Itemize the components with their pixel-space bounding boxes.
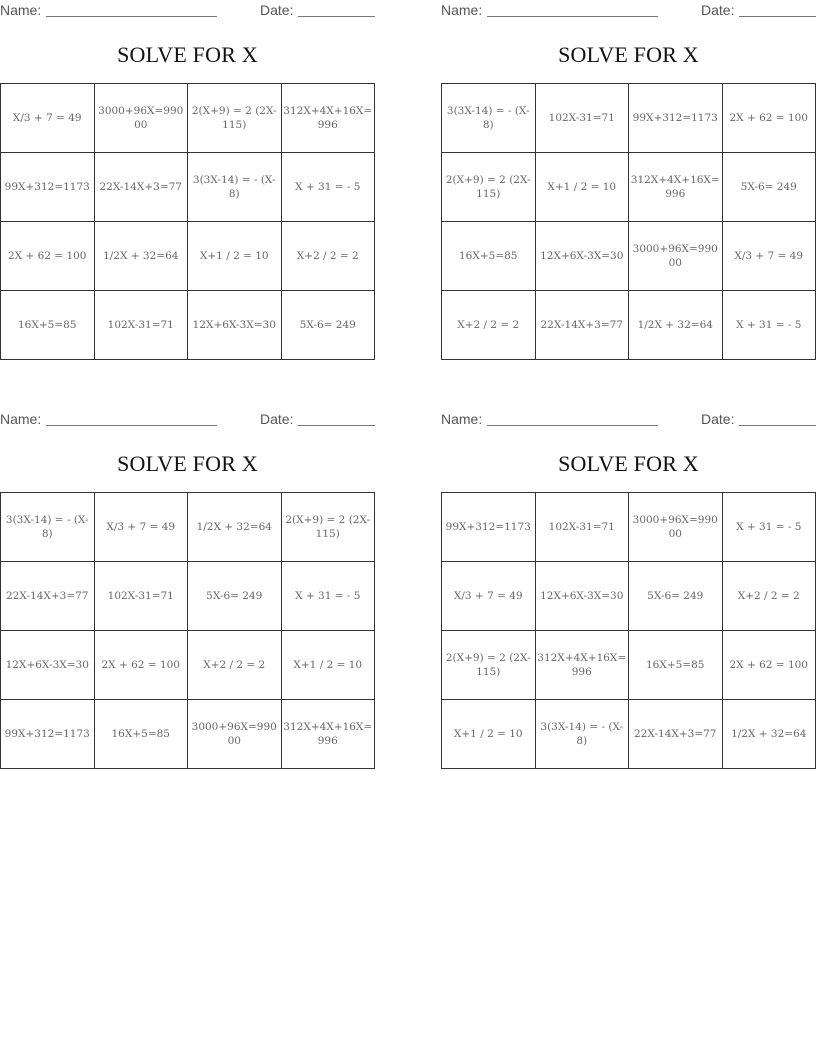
date-label: Date:	[260, 2, 294, 18]
grid-cell: 312X+4X+16X=996	[281, 700, 375, 769]
equation-grid	[0, 492, 375, 769]
name-label: Name:	[441, 411, 483, 427]
grid-cell: 22X-14X+3=77	[94, 153, 188, 222]
grid-cell: 2X + 62 = 100	[94, 631, 188, 700]
grid-cell: 16X+5=85	[1, 291, 95, 360]
grid-cell: X/3 + 7 = 49	[442, 562, 536, 631]
grid-cell: 312X+4X+16X=996	[535, 631, 629, 700]
grid-row	[1, 84, 375, 153]
grid-cell: X + 31 = - 5	[281, 562, 375, 631]
grid-cell: 22X-14X+3=77	[629, 700, 723, 769]
equation-grid	[0, 83, 375, 360]
grid-cell: 3000+96X=99000	[629, 222, 723, 291]
grid-cell: 12X+6X-3X=30	[535, 562, 629, 631]
grid-cell: 1/2X + 32=64	[94, 222, 188, 291]
grid-cell: 102X-31=71	[535, 84, 629, 153]
grid-row	[1, 631, 375, 700]
grid-cell: 5X-6= 249	[722, 153, 816, 222]
grid-cell: 3000+96X=99000	[188, 700, 282, 769]
grid-cell: 16X+5=85	[94, 700, 188, 769]
grid-row	[1, 562, 375, 631]
card-header	[441, 0, 816, 22]
grid-cell: X + 31 = - 5	[722, 291, 816, 360]
grid-cell: 102X-31=71	[535, 493, 629, 562]
grid-cell: 102X-31=71	[94, 562, 188, 631]
grid-cell: 5X-6= 249	[188, 562, 282, 631]
worksheet-card-2	[441, 0, 816, 331]
grid-cell: 16X+5=85	[629, 631, 723, 700]
grid-row	[1, 493, 375, 562]
grid-cell: 3(3X-14) = - (X-8)	[1, 493, 95, 562]
grid-cell: 102X-31=71	[94, 291, 188, 360]
date-label: Date:	[701, 411, 735, 427]
grid-cell: 2(X+9) = 2 (2X-115)	[442, 631, 536, 700]
date-label: Date:	[701, 2, 735, 18]
name-field[interactable]	[487, 425, 658, 426]
grid-cell: 3(3X-14) = - (X-8)	[442, 84, 536, 153]
grid-row	[442, 291, 816, 360]
grid-cell: 2(X+9) = 2 (2X-115)	[281, 493, 375, 562]
grid-row	[1, 700, 375, 769]
grid-row	[442, 700, 816, 769]
grid-cell: 99X+312=1173	[1, 700, 95, 769]
grid-cell: 3000+96X=99000	[629, 493, 723, 562]
date-field[interactable]	[298, 425, 375, 426]
card-header	[0, 409, 375, 431]
grid-cell: X + 31 = - 5	[281, 153, 375, 222]
grid-cell: 99X+312=1173	[629, 84, 723, 153]
grid-cell: 12X+6X-3X=30	[188, 291, 282, 360]
grid-cell: X+2 / 2 = 2	[188, 631, 282, 700]
grid-row	[442, 562, 816, 631]
grid-cell: X+2 / 2 = 2	[281, 222, 375, 291]
worksheet-card-3	[0, 409, 375, 747]
grid-cell: 99X+312=1173	[442, 493, 536, 562]
equation-grid	[441, 83, 816, 360]
date-field[interactable]	[739, 16, 816, 17]
grid-cell: 99X+312=1173	[1, 153, 95, 222]
card-title: SOLVE FOR X	[117, 42, 258, 67]
worksheet-card-1	[0, 0, 375, 331]
grid-cell: 2(X+9) = 2 (2X-115)	[442, 153, 536, 222]
grid-row	[1, 222, 375, 291]
grid-cell: 3(3X-14) = - (X-8)	[188, 153, 282, 222]
date-label: Date:	[260, 411, 294, 427]
grid-row	[442, 493, 816, 562]
grid-cell: 12X+6X-3X=30	[535, 222, 629, 291]
grid-cell: X/3 + 7 = 49	[1, 84, 95, 153]
grid-cell: 312X+4X+16X=996	[281, 84, 375, 153]
name-label: Name:	[0, 2, 42, 18]
grid-cell: 16X+5=85	[442, 222, 536, 291]
grid-row	[1, 153, 375, 222]
grid-cell: X+1 / 2 = 10	[442, 700, 536, 769]
grid-cell: X+2 / 2 = 2	[442, 291, 536, 360]
worksheet-card-4	[441, 409, 816, 747]
grid-row	[442, 631, 816, 700]
grid-cell: 1/2X + 32=64	[629, 291, 723, 360]
name-label: Name:	[0, 411, 42, 427]
card-header	[0, 0, 375, 22]
grid-cell: X/3 + 7 = 49	[722, 222, 816, 291]
grid-cell: 3(3X-14) = - (X-8)	[535, 700, 629, 769]
grid-row	[442, 84, 816, 153]
grid-row	[442, 153, 816, 222]
card-title: SOLVE FOR X	[117, 451, 258, 476]
equation-grid	[441, 492, 816, 769]
grid-cell: 3000+96X=99000	[94, 84, 188, 153]
grid-cell: 22X-14X+3=77	[1, 562, 95, 631]
grid-cell: 5X-6= 249	[281, 291, 375, 360]
date-field[interactable]	[298, 16, 375, 17]
card-title: SOLVE FOR X	[558, 451, 699, 476]
grid-cell: 5X-6= 249	[629, 562, 723, 631]
grid-cell: X+1 / 2 = 10	[535, 153, 629, 222]
grid-cell: 1/2X + 32=64	[188, 493, 282, 562]
card-header	[441, 409, 816, 431]
grid-row	[1, 291, 375, 360]
grid-cell: 22X-14X+3=77	[535, 291, 629, 360]
grid-cell: 2X + 62 = 100	[722, 84, 816, 153]
date-field[interactable]	[739, 425, 816, 426]
grid-row	[442, 222, 816, 291]
name-field[interactable]	[487, 16, 658, 17]
grid-cell: 2X + 62 = 100	[722, 631, 816, 700]
grid-cell: 2(X+9) = 2 (2X-115)	[188, 84, 282, 153]
grid-cell: X+1 / 2 = 10	[281, 631, 375, 700]
grid-cell: 2X + 62 = 100	[1, 222, 95, 291]
grid-cell: 12X+6X-3X=30	[1, 631, 95, 700]
grid-cell: 1/2X + 32=64	[722, 700, 816, 769]
name-label: Name:	[441, 2, 483, 18]
grid-cell: X+1 / 2 = 10	[188, 222, 282, 291]
name-field[interactable]	[46, 16, 217, 17]
card-title: SOLVE FOR X	[558, 42, 699, 67]
name-field[interactable]	[46, 425, 217, 426]
grid-cell: X/3 + 7 = 49	[94, 493, 188, 562]
grid-cell: 312X+4X+16X=996	[629, 153, 723, 222]
grid-cell: X+2 / 2 = 2	[722, 562, 816, 631]
grid-cell: X + 31 = - 5	[722, 493, 816, 562]
